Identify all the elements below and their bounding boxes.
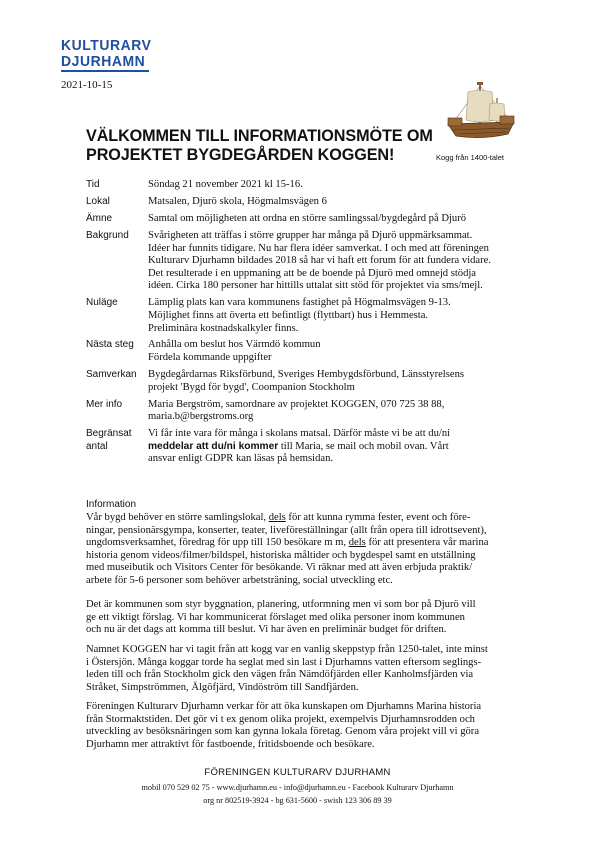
- row-value: [148, 369, 546, 399]
- para-line: historia genom videos/filmer/bildspel, historiska måltider och bygdespel samt en utställning: [86, 549, 476, 561]
- text-segment: för att presentera vår marina: [365, 537, 489, 548]
- row-line: Vi får inte vara för många i skolans matsal. Därför måste vi be att du/ni: [148, 428, 451, 440]
- row-line: ansvar enligt GDPR kan läsas på hemsidan.: [148, 453, 334, 465]
- row-line: Samtal om möjligheten att ordna en större samlingssal/bygdegård på Djurö: [148, 212, 467, 224]
- text-segment: ungdomsverksamhet, föredrag för upp till 150 besökare m m,: [86, 537, 349, 548]
- logo-line-1: KULTURARV: [61, 37, 152, 54]
- footer-contact: mobil 070 529 02 75 - www.djurhamn.eu - info@djurhamn.eu - Facebook Kulturarv Djurhamn: [141, 783, 454, 792]
- para-line: utveckling av besöksnäringen som kan gynna lokala företag. Genom våra projekt vill vi göra: [86, 726, 480, 737]
- row-line: [148, 441, 546, 454]
- row-tid: [86, 179, 546, 196]
- row-label-line: antal: [86, 440, 108, 452]
- para-line: från Stormaktstiden. Det gör vi t ex genom olika projekt, exempelvis Djurhamnsrodden och: [86, 713, 475, 725]
- row-line-rest: till Maria, se mail och mobil ovan. Vårt: [278, 440, 449, 452]
- row-value: [148, 196, 546, 213]
- image-caption: Kogg från 1400-talet: [436, 153, 504, 162]
- row-value: [148, 428, 546, 470]
- logo-line-2: DJURHAMN: [61, 53, 146, 70]
- information-heading: Information: [86, 499, 137, 510]
- row-value: [148, 339, 546, 369]
- para-line: [86, 512, 556, 525]
- row-line: Idéer har funnits tidigare. Nu har flera idéer samverkat. I och med att föreningen: [148, 242, 489, 254]
- document-date: 2021-10-15: [61, 79, 113, 91]
- row-value: [148, 213, 546, 230]
- para-line: Föreningen Kulturarv Djurhamn verkar för att öka kunskapen om Djurhamns Marina historia: [86, 701, 482, 712]
- logo-underline: [61, 70, 149, 72]
- row-value: [148, 179, 546, 196]
- row-label: Samverkan: [86, 369, 137, 381]
- row-begransat-antal: [86, 428, 546, 470]
- text-segment: för att kunna rymma fester, event och före-: [285, 512, 471, 523]
- information-paragraph-1: [86, 512, 556, 587]
- row-line: Bygdegårdarnas Riksförbund, Sveriges Hembygdsförbund, Länsstyrelsens: [148, 369, 464, 381]
- row-line: idéen. Cirka 180 personer har hittills uttalat sitt stöd för projektet via sms/mejl.: [148, 280, 483, 292]
- footer-organization: FÖRENINGEN KULTURARV DJURHAMN: [204, 767, 391, 778]
- para-line: arbete för 5-6 personer som behöver arbetsträning, social utveckling etc.: [86, 574, 393, 586]
- para-line: Stråket, Simpströmmen, Älgöfjärd, Vindöström till Sandfjärden.: [86, 681, 359, 693]
- row-line: Möjlighet finns att överta ett befintligt (flyttbart) hus i Hemmesta.: [148, 309, 429, 321]
- information-paragraph-2: [86, 599, 556, 637]
- row-line: Kulturarv Djurhamn bildades 2018 så har vi haft ett forum för att fundera vidare.: [148, 255, 492, 267]
- para-line: ge ett viktigt förslag. Vi har kommunicerat förslaget med olika personer inom kommunen: [86, 611, 465, 623]
- title-line-1: VÄLKOMMEN TILL INFORMATIONSMÖTE OM: [86, 127, 433, 145]
- para-line: leden till och från Stockholm gick den vägen från Nämdöfjärden eller Kanholmsfjärden via: [86, 669, 474, 680]
- underlined-word: dels: [268, 512, 286, 523]
- row-label: Mer info: [86, 398, 123, 410]
- row-label-line: Begränsat: [86, 428, 132, 440]
- cog-ship-image: [444, 80, 518, 152]
- para-line: Det är kommunen som styr byggnation, planering, utformning men vi som bor på Djurö vill: [86, 599, 476, 610]
- row-value: [148, 230, 546, 297]
- para-line: och nu är det dags att komma till beslut. Vi har även en preliminär budget för driften.: [86, 624, 447, 635]
- row-line: projekt 'Bygd för bygd', Coompanion Stockholm: [148, 381, 355, 393]
- para-line: ningar, pensionärsgympa, konserter, teater, liveföreställningar (allt från opera till idrottsevent),: [86, 524, 487, 536]
- row-line: Matsalen, Djurö skola, Högmalmsvägen 6: [148, 195, 327, 207]
- row-label: Bakgrund: [86, 229, 129, 241]
- footer-registry: org nr 802519-3924 - bg 631-5600 - swish 123 306 89 39: [203, 796, 392, 805]
- row-nasta-steg: [86, 339, 546, 369]
- information-paragraph-3: [86, 644, 556, 694]
- row-label: Nuläge: [86, 297, 118, 309]
- row-label: Lokal: [86, 195, 110, 207]
- row-line: Det resulterade i en uppmaning att be de boende på Djurö med omnejd stödja: [148, 267, 477, 279]
- text-segment: Vår bygd behöver en större samlingslokal,: [86, 512, 269, 523]
- para-line: Djurhamn mer attraktivt för fastboende, fritidsboende och besökare.: [86, 738, 375, 750]
- row-samverkan: [86, 369, 546, 399]
- page-title: [86, 127, 436, 165]
- para-line: [86, 537, 556, 550]
- kulturarv-djurhamn-logo: [61, 38, 153, 72]
- row-lokal: [86, 196, 546, 213]
- row-line: Söndag 21 november 2021 kl 15-16.: [148, 179, 303, 190]
- para-line: i Östersjön. Många koggar torde ha seglat med sin last i Djurhamns vatten eftersom seglings-: [86, 656, 482, 668]
- row-line: Fördela kommande uppgifter: [148, 352, 272, 364]
- row-line: Lämplig plats kan vara kommunens fastighet på Högmalmsvägen 9-13.: [148, 297, 451, 309]
- row-bakgrund: [86, 230, 546, 297]
- meeting-info-table: [86, 179, 546, 470]
- row-line: Svårigheten att träffas i större grupper har många på Djurö uppmärksammat.: [148, 229, 473, 241]
- row-line: Preliminära kostnadskalkyler finns.: [148, 322, 299, 334]
- para-line: Namnet KOGGEN har vi tagit från att kogg var en vanlig skeppstyp från 1250-talet, inte minst: [86, 644, 488, 655]
- underlined-word: dels: [348, 537, 366, 548]
- row-line: Maria Bergström, samordnare av projektet KOGGEN, 070 725 38 88,: [148, 398, 445, 410]
- row-label: Ämne: [86, 212, 113, 224]
- row-mer-info: [86, 399, 546, 429]
- row-nulage: [86, 297, 546, 339]
- title-line-2: PROJEKTET BYGDEGÅRDEN KOGGEN!: [86, 146, 395, 164]
- para-line: med museibutik och Visitors Center för besökande. Vi räknar med att även erbjuda praktik/: [86, 562, 473, 573]
- row-label: [86, 428, 148, 470]
- row-value: [148, 297, 546, 339]
- bold-notice: meddelar att du/ni kommer: [148, 440, 279, 452]
- row-label: Nästa steg: [86, 339, 134, 351]
- row-line: Anhålla om beslut hos Värmdö kommun: [148, 339, 321, 351]
- row-label: Tid: [86, 179, 100, 190]
- row-value: [148, 399, 546, 429]
- information-paragraph-4: [86, 701, 556, 751]
- contact-email: maria.b@bergstroms.org: [148, 411, 254, 423]
- row-amne: [86, 213, 546, 230]
